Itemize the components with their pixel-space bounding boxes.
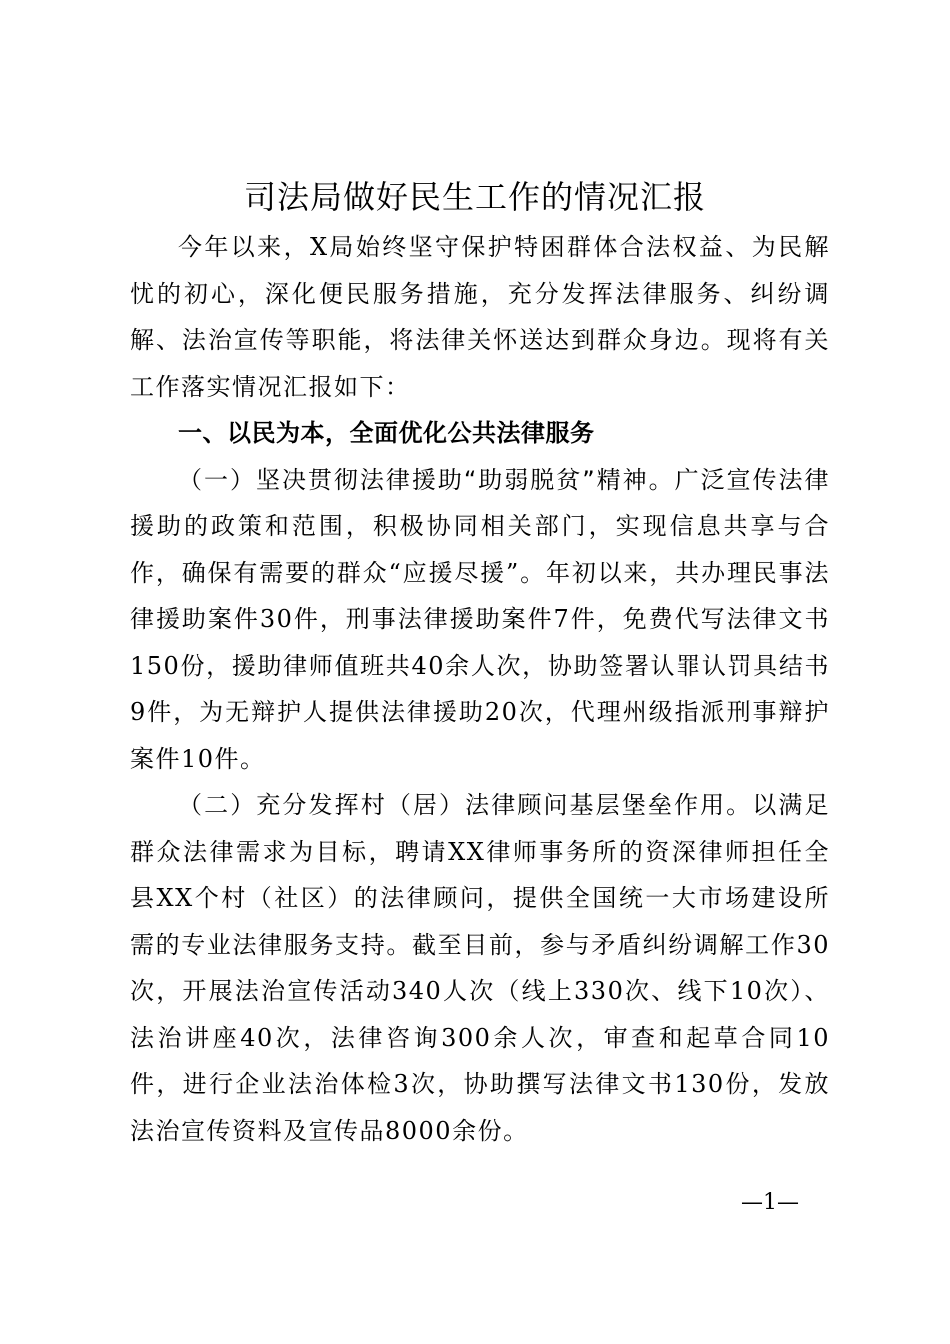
document-body xyxy=(130,224,830,1154)
intro-paragraph: 今年以来，X局始终坚守保护特困群体合法权益、为民解忧的初心，深化便民服务措施，充分发挥法律服务、纠纷调解、法治宣传等职能，将法律关怀送达到群众身边。现将有关工作落实情况汇报如下： xyxy=(130,233,830,401)
item-1-paragraph xyxy=(130,457,830,783)
document-title: 司法局做好民生工作的情况汇报 xyxy=(243,178,706,216)
item-2-paragraph xyxy=(130,782,830,1154)
item-1-lead: （一）坚决贯彻法律援助“助弱脱贫”精神。 xyxy=(178,465,675,494)
item-2-lead: （二）充分发挥村（居）法律顾问基层堡垒作用。 xyxy=(178,791,753,819)
page-number: —1— xyxy=(741,1190,799,1215)
section-heading-1: 一、以民为本，全面优化公共法律服务 xyxy=(178,419,595,447)
item-1-text: 广泛宣传法律援助的政策和范围，积极协同相关部门，实现信息共享与合作，确保有需要的群众“应援尽援”。年初以来，共办理民事法律援助案件30件，刑事法律援助案件7件，免费代写法律文书150份，援助律师值班共40余人次，协助签署认罪认罚具结书9件，为无辩护人提供法律援助20次，代理州级指派刑事辩护案件10件。 xyxy=(130,465,831,773)
item-2-text: 以满足群众法律需求为目标，聘请XX律师事务所的资深律师担任全县XX个村（社区）的法律顾问，提供全国统一大市场建设所需的专业法律服务支持。截至目前，参与矛盾纠纷调解工作30次，开展法治宣传活动340人次（线上330次、线下10次）、法治讲座40次，法律咨询300余人次，审查和起草合同10件，进行企业法治体检3次，协助撰写法律文书130份，发放法治宣传资料及宣传品8000余份。 xyxy=(130,791,831,1145)
